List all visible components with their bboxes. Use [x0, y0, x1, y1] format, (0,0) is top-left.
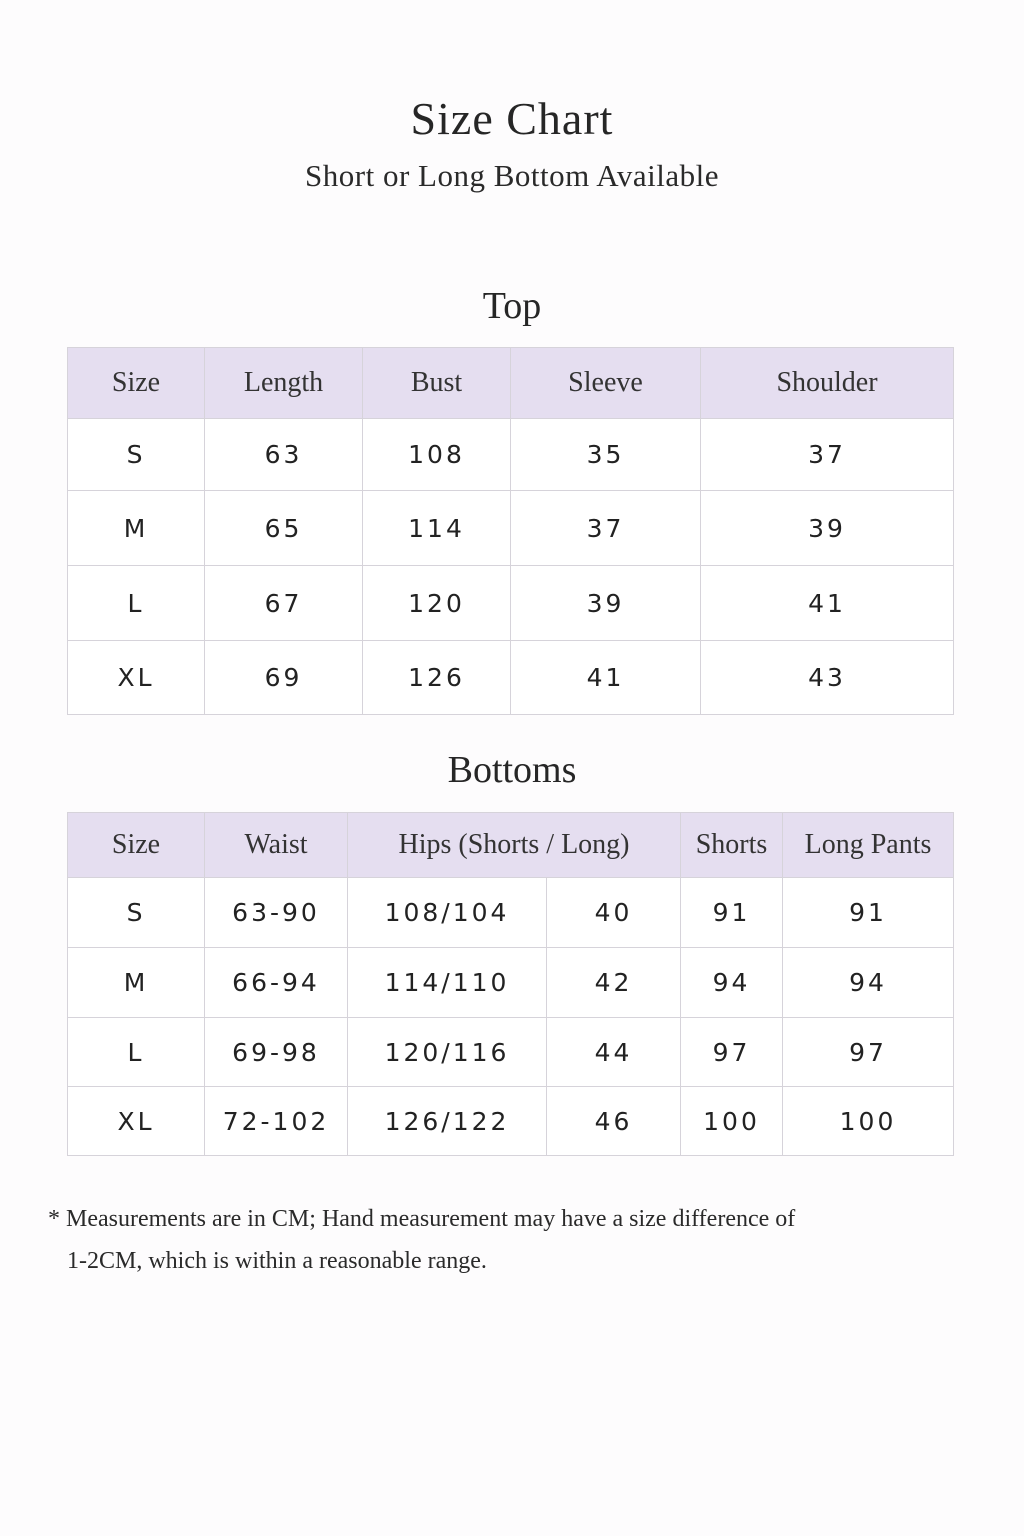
bottoms-cell-size: L — [68, 1018, 205, 1087]
bottoms-cell-size: S — [68, 878, 205, 948]
bottoms-header-row — [68, 813, 954, 878]
top-section-heading: Top — [482, 285, 542, 327]
bottoms-cell-value: 40 — [547, 878, 681, 948]
bottoms-cell-hips: 120/116 — [348, 1018, 547, 1087]
bottoms-cell-shorts: 97 — [681, 1018, 783, 1087]
top-cell-sleeve: 39 — [511, 566, 701, 641]
top-cell-shoulder: 41 — [701, 566, 954, 641]
bottoms-cell-shorts: 94 — [681, 948, 783, 1018]
top-header-size: Size — [68, 348, 205, 419]
top-cell-size: L — [68, 566, 205, 641]
top-header-length: Length — [205, 348, 363, 419]
bottoms-cell-value: 46 — [547, 1087, 681, 1156]
top-cell-size: M — [68, 491, 205, 566]
top-cell-length: 69 — [205, 641, 363, 715]
bottoms-header-hips: Hips (Shorts / Long) — [348, 813, 681, 878]
table-row — [68, 566, 954, 641]
bottoms-cell-waist: 66-94 — [205, 948, 348, 1018]
top-cell-shoulder: 37 — [701, 419, 954, 491]
top-cell-sleeve: 41 — [511, 641, 701, 715]
bottoms-cell-size: XL — [68, 1087, 205, 1156]
bottoms-header-long-pants: Long Pants — [783, 813, 954, 878]
measurement-note — [48, 1198, 968, 1282]
bottoms-cell-size: M — [68, 948, 205, 1018]
top-cell-size: XL — [68, 641, 205, 715]
top-cell-shoulder: 39 — [701, 491, 954, 566]
bottoms-cell-hips: 114/110 — [348, 948, 547, 1018]
table-row — [68, 878, 954, 948]
top-cell-bust: 126 — [363, 641, 511, 715]
top-header-sleeve: Sleeve — [511, 348, 701, 419]
table-row — [68, 948, 954, 1018]
top-header-shoulder: Shoulder — [701, 348, 954, 419]
table-row — [68, 419, 954, 491]
table-row — [68, 1018, 954, 1087]
page-subtitle: Short or Long Bottom Available — [305, 158, 719, 193]
bottoms-section-heading: Bottoms — [447, 749, 577, 791]
bottoms-cell-shorts: 91 — [681, 878, 783, 948]
bottoms-header-shorts: Shorts — [681, 813, 783, 878]
bottoms-cell-long-pants: 91 — [783, 878, 954, 948]
bottoms-cell-value: 42 — [547, 948, 681, 1018]
top-size-table — [67, 347, 954, 715]
top-cell-bust: 108 — [363, 419, 511, 491]
bottoms-cell-waist: 69-98 — [205, 1018, 348, 1087]
bottoms-cell-shorts: 100 — [681, 1087, 783, 1156]
table-row — [68, 641, 954, 715]
bottoms-size-table — [67, 812, 954, 1156]
top-cell-bust: 114 — [363, 491, 511, 566]
top-cell-size: S — [68, 419, 205, 491]
bottoms-cell-long-pants: 97 — [783, 1018, 954, 1087]
bottoms-cell-hips: 126/122 — [348, 1087, 547, 1156]
bottoms-cell-waist: 72-102 — [205, 1087, 348, 1156]
measurement-note-line-1: * Measurements are in CM; Hand measurement may have a size difference of — [48, 1206, 796, 1232]
top-cell-sleeve: 35 — [511, 419, 701, 491]
bottoms-header-waist: Waist — [205, 813, 348, 878]
page-title: Size Chart — [410, 93, 614, 144]
top-cell-sleeve: 37 — [511, 491, 701, 566]
table-row — [68, 491, 954, 566]
top-cell-bust: 120 — [363, 566, 511, 641]
bottoms-header-size: Size — [68, 813, 205, 878]
bottoms-cell-long-pants: 100 — [783, 1087, 954, 1156]
bottoms-cell-waist: 63-90 — [205, 878, 348, 948]
bottoms-cell-long-pants: 94 — [783, 948, 954, 1018]
bottoms-cell-hips: 108/104 — [348, 878, 547, 948]
top-header-row — [68, 348, 954, 419]
bottoms-cell-value: 44 — [547, 1018, 681, 1087]
measurement-note-line-2: 1-2CM, which is within a reasonable range. — [67, 1248, 487, 1274]
top-cell-shoulder: 43 — [701, 641, 954, 715]
top-cell-length: 63 — [205, 419, 363, 491]
top-cell-length: 65 — [205, 491, 363, 566]
top-cell-length: 67 — [205, 566, 363, 641]
top-header-bust: Bust — [363, 348, 511, 419]
table-row — [68, 1087, 954, 1156]
